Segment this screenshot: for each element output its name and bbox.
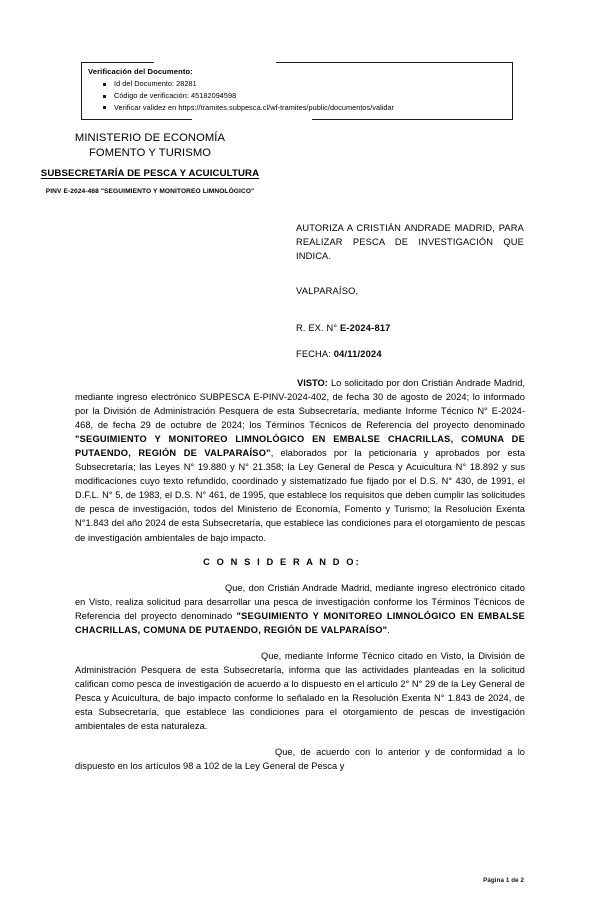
resolution-date-value: 04/11/2024 [333,349,382,359]
paragraph-considerando-3: Que, de acuerdo con lo anterior y de conformidad a lo dispuesto en los artículos 98 a 102 de la Ley General de Pesca y [75,747,525,772]
project-reference: PINV E-2024-468 "SEGUIMIENTO Y MONITOREO LIMNOLÓGICO" [45,187,255,195]
document-subject: AUTORIZA A CRISTIÁN ANDRADE MADRID, PARA REALIZAR PESCA DE INVESTIGACIÓN QUE INDICA. [296,223,524,262]
visto-text-a: Lo solicitado por don Cristián Andrade Madrid, mediante ingreso electrónico SUBPESCA E-PINV-2024-402, de fecha 30 de agosto de 2024; lo informado por la División de Administración Pesquera de esta Subsecretaría, mediante Informe Técnico N° E-2024-468, de fecha 29 de octubre de 2024; los Términos Técnicos de Referencia del proyecto denominado [75,378,525,431]
subsecretaria-name: SUBSECRETARÍA DE PESCA Y ACUICULTURA [40,168,260,180]
paragraph-visto [75,376,525,545]
resolution-date [296,349,382,359]
ministry-line-2: FOMENTO Y TURISMO [88,147,212,160]
verification-item-code: Código de verificación: 45182094598 [114,90,506,102]
resolution-number [296,323,391,333]
resolution-number-value: E-2024-817 [339,323,391,333]
verification-item-url: Verificar validez en https://tramites.subpesca.cl/wf-tramites/public/documentos/validar [114,102,506,114]
considerando-1-text-b: . [387,624,390,635]
page-footer: Página 1 de 2 [483,877,524,884]
ministry-line-1: MINISTERIO DE ECONOMÍA [74,132,226,144]
issue-place: VALPARAÍSO, [296,286,359,296]
visto-text-b: , elaborados por la peticionaria y aprobados por esta Subsecretaría; las Leyes N° 19.880 y N° 21.358; la Ley General de Pesca y Acuicultura N° 18.892 y sus modificaciones cuyo texto refundido, coordinado y sistematizado fue fijado por el D.S. N° 430, de 1991, el D.F.L. N° 5, de 1983, el D.S. N° 461, de 1995, que establece los requisitos que deben cumplir las solicitudes de pesca de investigación, todos del Ministerio de Economía, Fomento y Turismo; la Resolución Exenta N°1.843 del año 2024 de esta Subsecretaría, que establece las condiciones para el otorgamiento de pescas de investigación ambientales de bajo impacto. [75,448,526,543]
paragraph-considerando-2: Que, mediante Informe Técnico citado en Visto, la División de Administración Pesquera de esta Subsecretaría, informa que las actividades planteadas en la solicitud califican como pesca de investigación de acuerdo a lo dispuesto en el artículo 2° N° 29 de la Ley General de Pesca y Acuicultura, de bajo impacto conforme lo señalado en la Resolución Exenta N° 1.843 de 2024, de esta Subsecretaría, que establece las condiciones para el otorgamiento de pescas de investigación ambientales de esta naturaleza. [75,650,525,731]
resolution-date-label: FECHA: [296,349,331,359]
considerando-heading: C O N S I D E R A N D O: [203,556,361,567]
project-title-visto: "SEGUIMIENTO Y MONITOREO LIMNOLÓGICO EN EMBALSE CHACRILLAS, COMUNA DE PUTAENDO, REGIÓN DE VALPARAÍSO" [75,434,525,459]
verification-box-notch-bottom [192,117,312,120]
verification-box-title: Verificación del Documento: [88,67,193,76]
paragraph-considerando-1 [75,581,525,637]
ministry-name [34,131,266,161]
resolution-number-label: R. EX. N° [296,323,338,333]
document-body [75,376,525,785]
verification-box-notch-top [154,60,276,63]
visto-label: VISTO: [297,378,328,388]
project-title-considerando: "SEGUIMIENTO Y MONITOREO LIMNOLÓGICO EN EMBALSE CHACRILLAS, COMUNA DE PUTAENDO, REGIÓN DE VALPARAÍSO" [75,610,525,635]
letterhead [34,131,266,196]
verification-item-document-id: Id del Documento: 28281 [114,78,506,90]
considerando-1-text-a: Que, don Cristián Andrade Madrid, mediante ingreso electrónico citado en Visto, realiza solicitud para desarrollar una pesca de investigación conforme los Términos Técnicos de Referencia del proyecto denominado [75,582,525,621]
verification-box [81,62,513,120]
verification-box-list [88,78,506,113]
